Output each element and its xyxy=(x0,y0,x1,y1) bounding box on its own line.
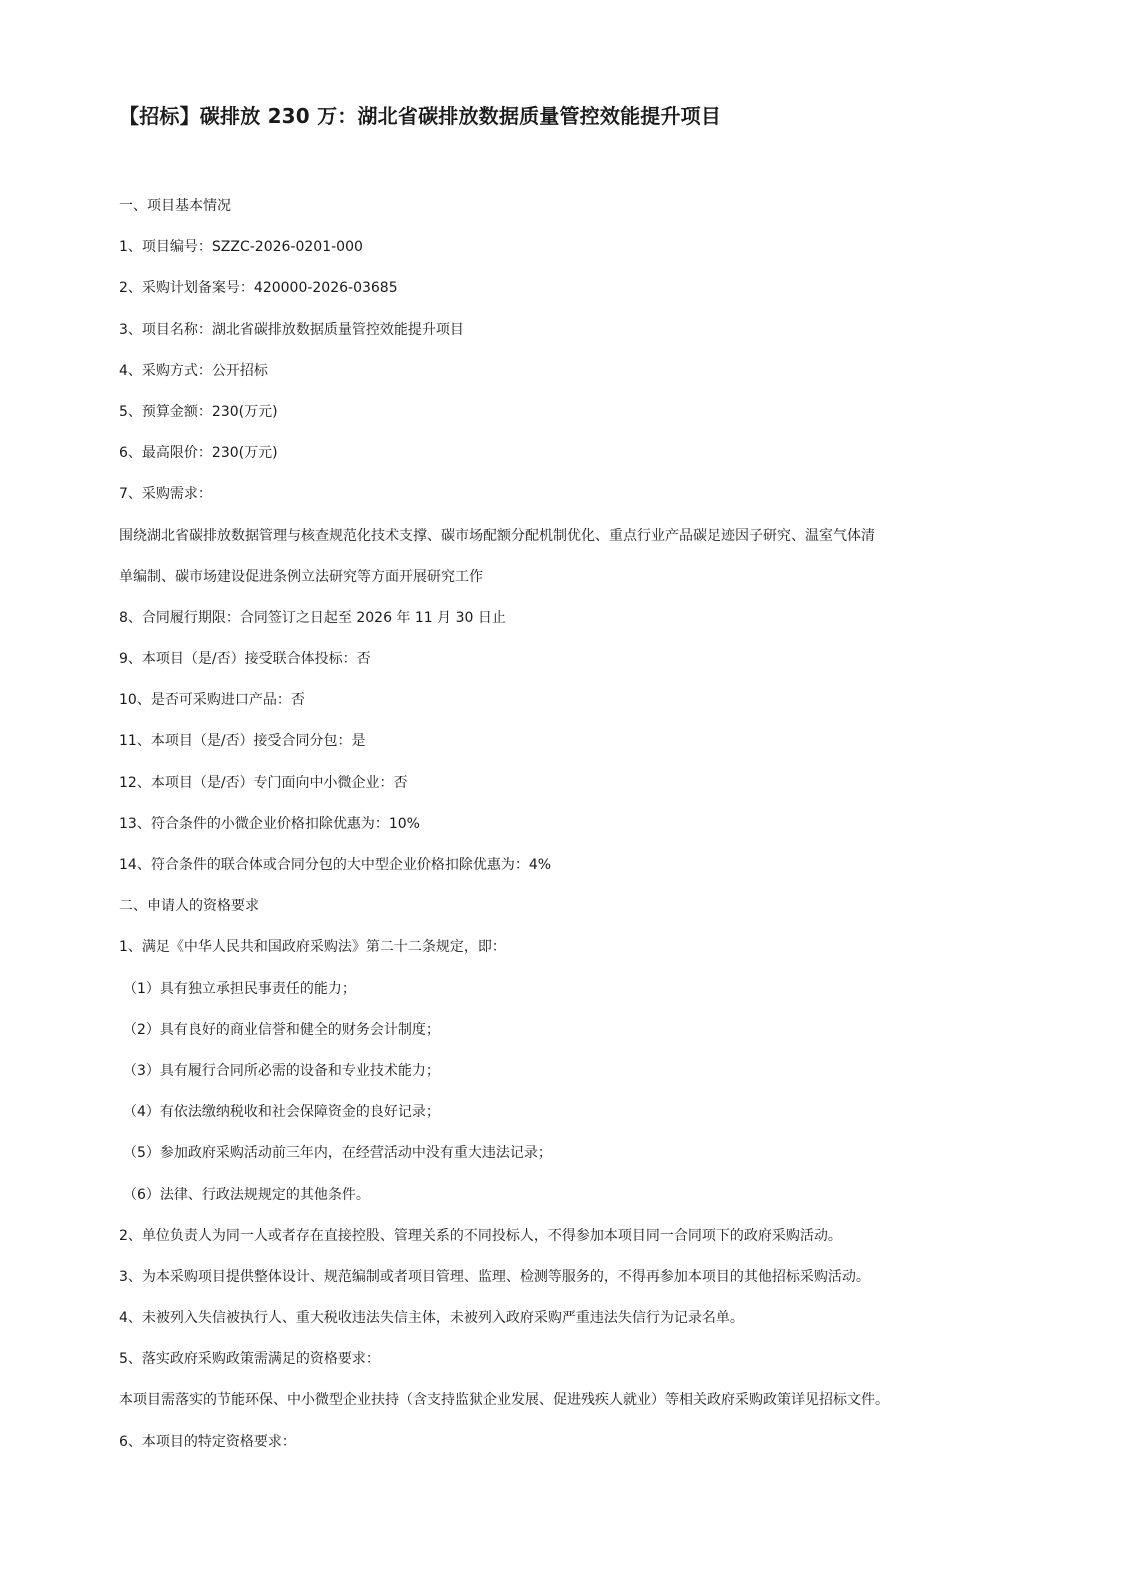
qualification-design-service-exclusion: 3、为本采购项目提供整体设计、规范编制或者项目管理、监理、检测等服务的，不得再参加本项目的其他招标采购活动。 xyxy=(119,1268,870,1285)
item-procurement-method: 4、采购方式：公开招标 xyxy=(119,362,268,379)
section-heading-basic-info: 一、项目基本情况 xyxy=(119,198,231,214)
requirements-text-line-2: 单编制、碳市场建设促进条例立法研究等方面开展研究工作 xyxy=(119,568,483,585)
item-requirements-label: 7、采购需求： xyxy=(119,486,212,503)
qualification-policy-details: 本项目需落实的节能环保、中小微型企业扶持（含支持监狱企业发展、促进残疾人就业）等相关政府采购政策详见招标文件。 xyxy=(119,1392,889,1409)
requirements-text-line-1: 围绕湖北省碳排放数据管理与核查规范化技术支撑、碳市场配额分配机制优化、重点行业产品碳足迹因子研究、温室气体清 xyxy=(119,527,875,544)
item-subcontracting: 11、本项目（是/否）接受合同分包：是 xyxy=(119,733,366,750)
item-contract-period: 8、合同履行期限：合同签订之日起至 2026 年 11 月 30 日止 xyxy=(119,609,506,626)
item-max-price: 6、最高限价：230(万元) xyxy=(119,445,278,462)
document-title: 【招标】碳排放 230 万：湖北省碳排放数据质量管控效能提升项目 xyxy=(119,104,722,128)
qualification-sub-4: （4）有依法缴纳税收和社会保障资金的良好记录； xyxy=(123,1104,440,1121)
item-small-enterprise-discount: 13、符合条件的小微企业价格扣除优惠为：10% xyxy=(119,815,420,832)
section-heading-qualifications: 二、申请人的资格要求 xyxy=(119,898,259,915)
item-consortium-discount: 14、符合条件的联合体或合同分包的大中型企业价格扣除优惠为：4% xyxy=(119,857,552,873)
item-project-name: 3、项目名称：湖北省碳排放数据质量管控效能提升项目 xyxy=(119,321,464,338)
qualification-sub-3: （3）具有履行合同所必需的设备和专业技术能力； xyxy=(123,1062,440,1079)
qualification-sub-2: （2）具有良好的商业信誉和健全的财务会计制度； xyxy=(123,1021,440,1038)
item-sme-only: 12、本项目（是/否）专门面向中小微企业：否 xyxy=(119,774,408,791)
qualification-sub-5: （5）参加政府采购活动前三年内，在经营活动中没有重大违法记录； xyxy=(123,1145,552,1162)
qualification-specific-requirements: 6、本项目的特定资格要求： xyxy=(119,1433,296,1450)
item-imported-products: 10、是否可采购进口产品：否 xyxy=(119,692,305,709)
item-consortium-bid: 9、本项目（是/否）接受联合体投标：否 xyxy=(119,651,371,668)
qualification-same-responsible-person: 2、单位负责人为同一人或者存在直接控股、管理关系的不同投标人，不得参加本项目同一合同项下的政府采购活动。 xyxy=(119,1227,842,1244)
item-budget: 5、预算金额：230(万元) xyxy=(119,403,278,420)
qualification-credit-record: 4、未被列入失信被执行人、重大税收违法失信主体，未被列入政府采购严重违法失信行为记录名单。 xyxy=(119,1310,744,1327)
item-plan-record-number: 2、采购计划备案号：420000-2026-03685 xyxy=(119,280,398,297)
qualification-law-article: 1、满足《中华人民共和国政府采购法》第二十二条规定，即： xyxy=(119,939,506,956)
qualification-policy-requirements: 5、落实政府采购政策需满足的资格要求： xyxy=(119,1351,380,1368)
qualification-sub-6: （6）法律、行政法规规定的其他条件。 xyxy=(123,1186,370,1203)
item-project-number: 1、项目编号：SZZC-2026-0201-000 xyxy=(119,239,363,256)
document-body xyxy=(119,186,1009,1463)
qualification-sub-1: （1）具有独立承担民事责任的能力； xyxy=(123,980,356,997)
